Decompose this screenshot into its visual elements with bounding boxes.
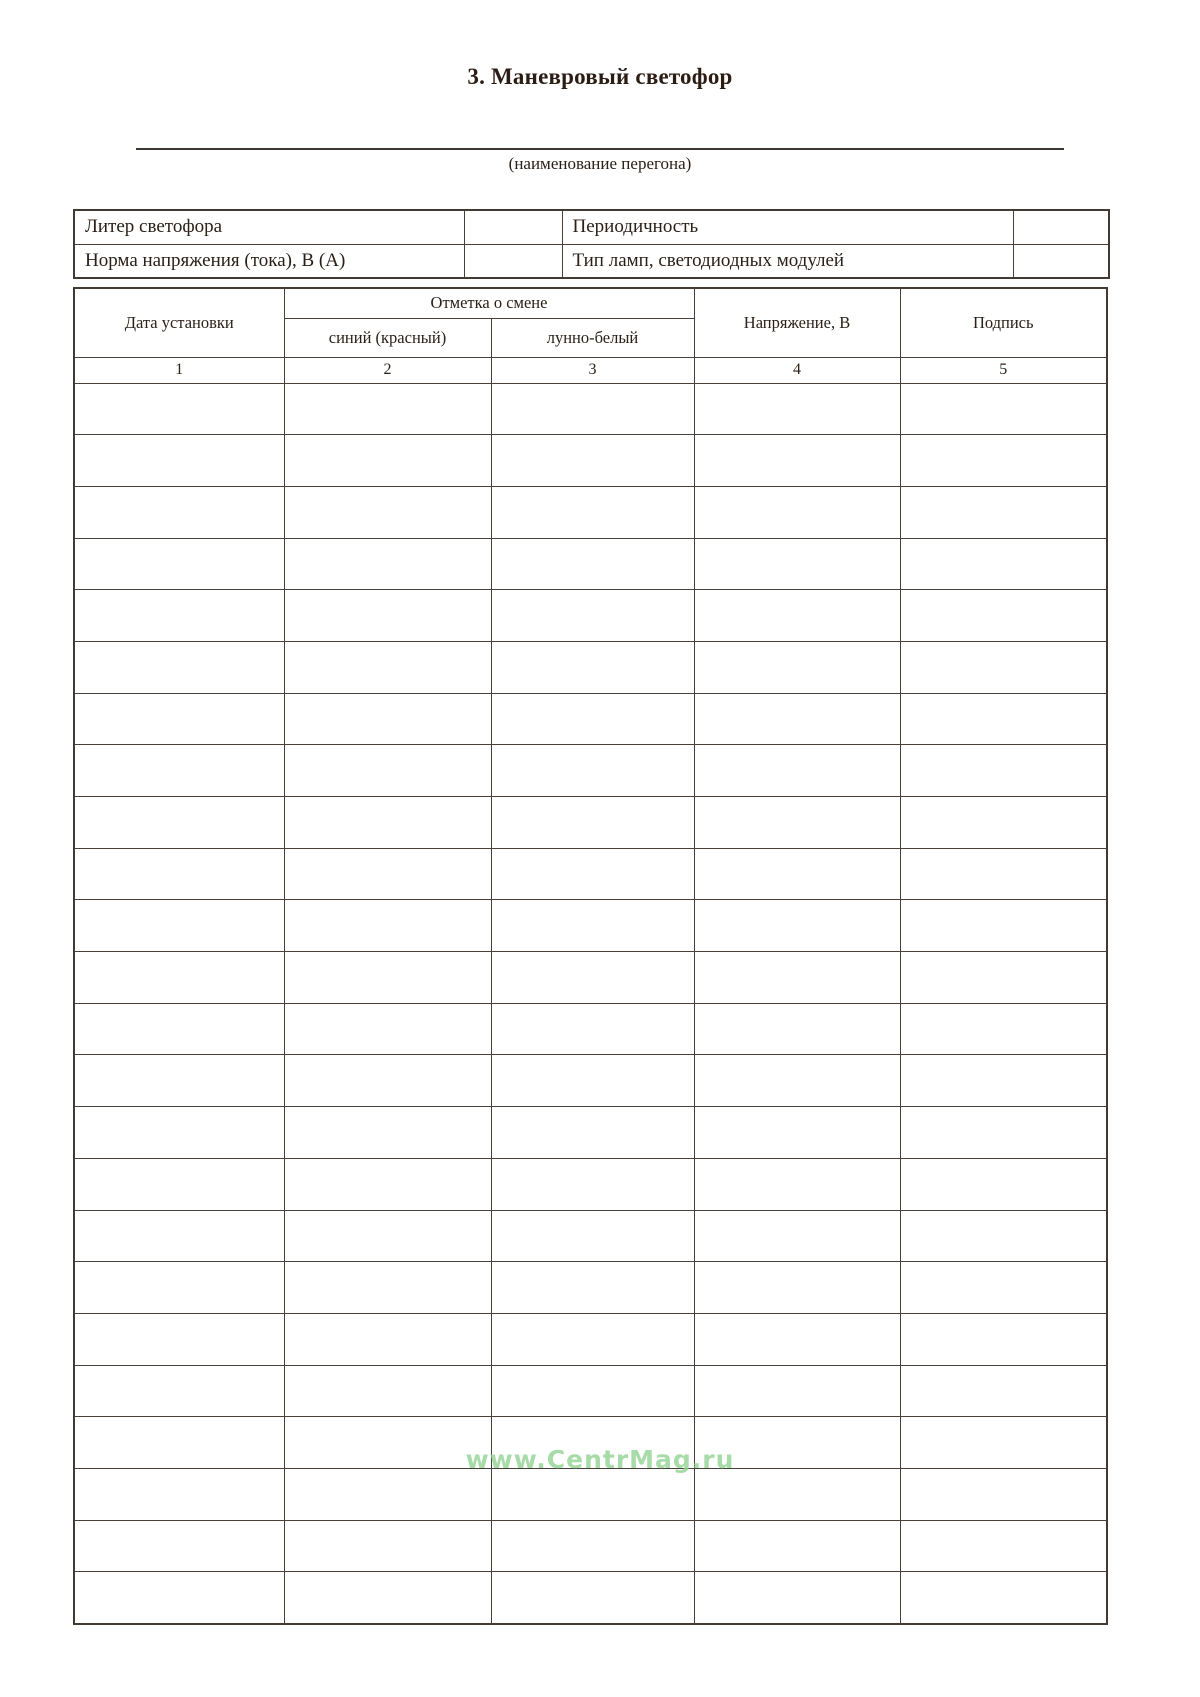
empty-cell xyxy=(694,538,900,590)
log-table-row xyxy=(74,538,1107,590)
empty-cell xyxy=(74,486,284,538)
empty-cell xyxy=(284,1003,491,1055)
empty-cell xyxy=(900,1003,1107,1055)
log-table-row xyxy=(74,1572,1107,1624)
empty-cell xyxy=(900,693,1107,745)
empty-cell xyxy=(900,1468,1107,1520)
col-number-5: 5 xyxy=(900,357,1107,383)
empty-cell xyxy=(694,590,900,642)
empty-cell xyxy=(694,641,900,693)
empty-cell xyxy=(900,1055,1107,1107)
empty-cell xyxy=(284,797,491,849)
empty-cell xyxy=(491,383,694,435)
empty-cell xyxy=(900,848,1107,900)
label-signal-liter: Литер светофора xyxy=(74,210,464,244)
empty-cell xyxy=(694,1055,900,1107)
lamp-replacement-log-table xyxy=(73,287,1108,1625)
empty-cell xyxy=(694,952,900,1004)
info-row-voltage-norm-lamp-type xyxy=(74,244,1109,278)
empty-cell xyxy=(900,1572,1107,1624)
empty-cell xyxy=(284,1107,491,1159)
peregon-name-fill-line xyxy=(136,148,1064,150)
empty-cell xyxy=(694,1210,900,1262)
log-table-row xyxy=(74,1365,1107,1417)
empty-cell xyxy=(74,1003,284,1055)
empty-cell xyxy=(491,1365,694,1417)
empty-cell xyxy=(284,1210,491,1262)
empty-cell xyxy=(284,383,491,435)
empty-cell xyxy=(491,1313,694,1365)
log-table-row xyxy=(74,1313,1107,1365)
empty-cell xyxy=(284,900,491,952)
col-header-voltage: Напряжение, В xyxy=(694,288,900,357)
log-table-row xyxy=(74,1468,1107,1520)
col-number-1: 1 xyxy=(74,357,284,383)
empty-cell xyxy=(694,693,900,745)
empty-cell xyxy=(900,1313,1107,1365)
empty-cell xyxy=(491,435,694,487)
empty-cell xyxy=(74,1262,284,1314)
empty-cell xyxy=(74,1417,284,1469)
empty-cell xyxy=(74,1055,284,1107)
empty-cell xyxy=(900,538,1107,590)
empty-cell xyxy=(74,1572,284,1624)
empty-cell xyxy=(694,1313,900,1365)
empty-cell xyxy=(491,952,694,1004)
col-header-signature: Подпись xyxy=(900,288,1107,357)
empty-cell xyxy=(491,848,694,900)
empty-cell xyxy=(74,745,284,797)
log-table-row xyxy=(74,486,1107,538)
col-number-4: 4 xyxy=(694,357,900,383)
empty-cell xyxy=(900,900,1107,952)
empty-cell xyxy=(284,538,491,590)
empty-cell xyxy=(284,1417,491,1469)
empty-cell xyxy=(491,641,694,693)
log-table-row xyxy=(74,1417,1107,1469)
empty-cell xyxy=(74,1210,284,1262)
value-lamp-type xyxy=(1013,244,1109,278)
empty-cell xyxy=(74,797,284,849)
empty-cell xyxy=(74,1520,284,1572)
empty-cell xyxy=(284,1313,491,1365)
empty-cell xyxy=(900,1210,1107,1262)
log-table-row xyxy=(74,641,1107,693)
empty-cell xyxy=(74,1365,284,1417)
empty-cell xyxy=(491,1520,694,1572)
empty-cell xyxy=(694,1417,900,1469)
empty-cell xyxy=(900,486,1107,538)
empty-cell xyxy=(491,1158,694,1210)
empty-cell xyxy=(694,1572,900,1624)
empty-cell xyxy=(694,486,900,538)
empty-cell xyxy=(74,538,284,590)
col-header-moon-white: лунно-белый xyxy=(491,318,694,357)
empty-cell xyxy=(284,848,491,900)
empty-cell xyxy=(900,952,1107,1004)
empty-cell xyxy=(491,693,694,745)
empty-cell xyxy=(900,1520,1107,1572)
empty-cell xyxy=(491,745,694,797)
empty-cell xyxy=(491,797,694,849)
log-table-row xyxy=(74,1262,1107,1314)
watermark: www.CentrMag.ru xyxy=(465,1445,735,1474)
col-number-3: 3 xyxy=(491,357,694,383)
log-table-row xyxy=(74,1158,1107,1210)
empty-cell xyxy=(694,435,900,487)
value-signal-liter xyxy=(464,210,562,244)
empty-cell xyxy=(694,797,900,849)
col-header-change-mark-group: Отметка о смене xyxy=(284,288,694,318)
log-table-row xyxy=(74,383,1107,435)
empty-cell xyxy=(694,1365,900,1417)
log-table-row xyxy=(74,590,1107,642)
empty-cell xyxy=(900,745,1107,797)
empty-cell xyxy=(74,1158,284,1210)
empty-cell xyxy=(694,745,900,797)
empty-cell xyxy=(491,538,694,590)
empty-log-rows xyxy=(74,383,1107,1624)
empty-cell xyxy=(74,693,284,745)
col-header-blue-red: синий (красный) xyxy=(284,318,491,357)
empty-cell xyxy=(284,693,491,745)
empty-cell xyxy=(900,590,1107,642)
log-table-row xyxy=(74,1003,1107,1055)
empty-cell xyxy=(284,435,491,487)
col-header-install-date: Дата установки xyxy=(74,288,284,357)
peregon-name-caption: (наименование перегона) xyxy=(508,154,692,173)
log-table-row xyxy=(74,797,1107,849)
page-title: 3. Маневровый светофор xyxy=(467,64,733,89)
value-periodicity xyxy=(1013,210,1109,244)
empty-cell xyxy=(900,383,1107,435)
log-table-row xyxy=(74,435,1107,487)
empty-cell xyxy=(694,1520,900,1572)
empty-cell xyxy=(491,486,694,538)
signal-info-table xyxy=(73,209,1110,279)
log-table-row xyxy=(74,952,1107,1004)
label-periodicity: Периодичность xyxy=(562,210,1013,244)
info-row-liter-periodicity xyxy=(74,210,1109,244)
empty-cell xyxy=(491,900,694,952)
empty-cell xyxy=(900,1262,1107,1314)
log-table-row xyxy=(74,693,1107,745)
empty-cell xyxy=(900,435,1107,487)
empty-cell xyxy=(284,641,491,693)
empty-cell xyxy=(74,590,284,642)
log-table-row xyxy=(74,1055,1107,1107)
empty-cell xyxy=(74,435,284,487)
empty-cell xyxy=(284,1055,491,1107)
empty-cell xyxy=(694,900,900,952)
empty-cell xyxy=(74,383,284,435)
log-table-row xyxy=(74,848,1107,900)
empty-cell xyxy=(284,1158,491,1210)
empty-cell xyxy=(491,1572,694,1624)
empty-cell xyxy=(284,1262,491,1314)
value-voltage-norm xyxy=(464,244,562,278)
empty-cell xyxy=(74,952,284,1004)
empty-cell xyxy=(900,1158,1107,1210)
col-number-2: 2 xyxy=(284,357,491,383)
empty-cell xyxy=(74,641,284,693)
empty-cell xyxy=(284,1572,491,1624)
log-table-row xyxy=(74,1107,1107,1159)
label-lamp-type: Тип ламп, светодиодных модулей xyxy=(562,244,1013,278)
empty-cell xyxy=(491,1468,694,1520)
empty-cell xyxy=(491,1107,694,1159)
log-table-row xyxy=(74,900,1107,952)
empty-cell xyxy=(694,1262,900,1314)
log-table-row xyxy=(74,745,1107,797)
header-row-numbers xyxy=(74,357,1107,383)
empty-cell xyxy=(74,1468,284,1520)
empty-cell xyxy=(694,1158,900,1210)
empty-cell xyxy=(694,1468,900,1520)
label-voltage-norm: Норма напряжения (тока), В (А) xyxy=(74,244,464,278)
empty-cell xyxy=(900,1417,1107,1469)
empty-cell xyxy=(694,1107,900,1159)
empty-cell xyxy=(284,952,491,1004)
log-table-row xyxy=(74,1520,1107,1572)
empty-cell xyxy=(491,1003,694,1055)
empty-cell xyxy=(284,1520,491,1572)
empty-cell xyxy=(694,848,900,900)
header-row-group xyxy=(74,288,1107,318)
empty-cell xyxy=(694,1003,900,1055)
empty-cell xyxy=(900,641,1107,693)
empty-cell xyxy=(284,1365,491,1417)
empty-cell xyxy=(694,383,900,435)
empty-cell xyxy=(900,1107,1107,1159)
empty-cell xyxy=(900,797,1107,849)
empty-cell xyxy=(284,590,491,642)
empty-cell xyxy=(491,1262,694,1314)
empty-cell xyxy=(284,1468,491,1520)
empty-cell xyxy=(74,900,284,952)
empty-cell xyxy=(74,1107,284,1159)
empty-cell xyxy=(491,590,694,642)
empty-cell xyxy=(74,1313,284,1365)
empty-cell xyxy=(900,1365,1107,1417)
log-table-row xyxy=(74,1210,1107,1262)
empty-cell xyxy=(491,1417,694,1469)
empty-cell xyxy=(284,745,491,797)
empty-cell xyxy=(74,848,284,900)
empty-cell xyxy=(491,1210,694,1262)
empty-cell xyxy=(491,1055,694,1107)
empty-cell xyxy=(284,486,491,538)
